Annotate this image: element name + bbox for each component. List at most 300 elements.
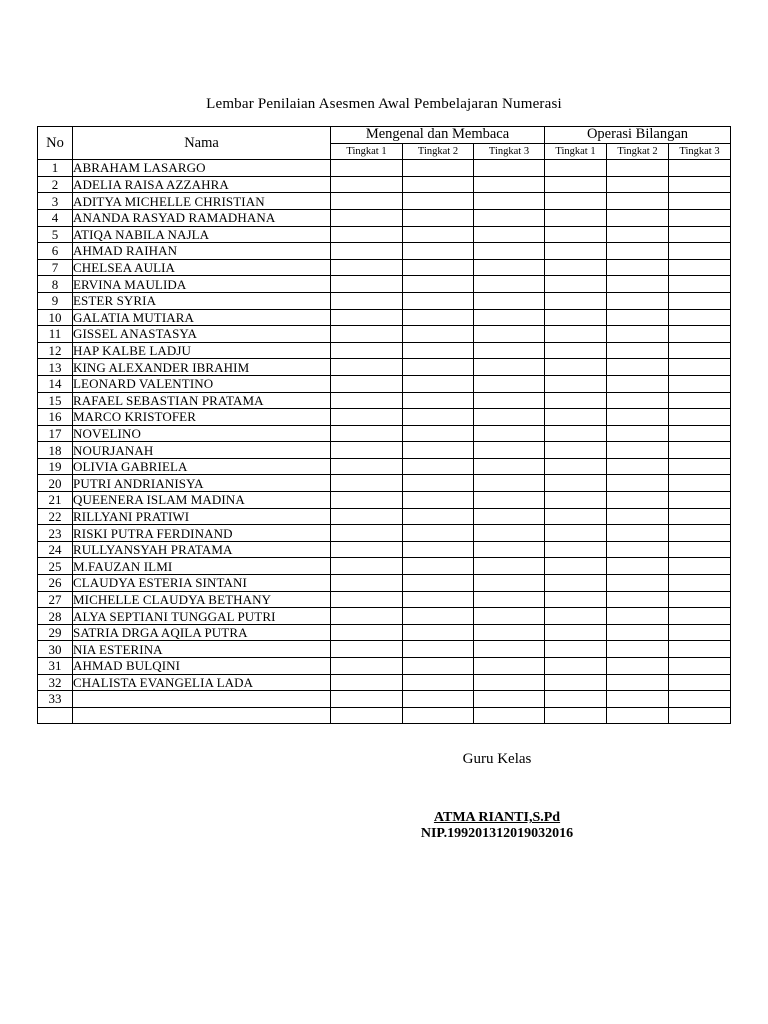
score-cell[interactable] (545, 409, 607, 426)
subheader-tingkat: Tingkat 2 (403, 143, 474, 160)
student-name: CHELSEA AULIA (73, 259, 331, 276)
score-cell[interactable] (403, 575, 474, 592)
table-row (38, 624, 731, 641)
score-cell[interactable] (403, 624, 474, 641)
score-cell[interactable] (474, 674, 545, 691)
score-cell[interactable] (474, 442, 545, 459)
score-cell[interactable] (331, 359, 403, 376)
score-cell[interactable] (403, 359, 474, 376)
score-cell[interactable] (607, 525, 669, 542)
row-number: 19 (38, 458, 73, 475)
score-cell[interactable] (669, 658, 731, 675)
score-cell[interactable] (403, 392, 474, 409)
score-cell[interactable] (331, 342, 403, 359)
score-cell[interactable] (545, 209, 607, 226)
score-cell[interactable] (545, 425, 607, 442)
score-cell[interactable] (669, 691, 731, 708)
student-name: NOVELINO (73, 425, 331, 442)
score-cell[interactable] (403, 475, 474, 492)
row-number: 28 (38, 608, 73, 625)
student-name: PUTRI ANDRIANISYA (73, 475, 331, 492)
row-number: 1 (38, 160, 73, 177)
score-cell[interactable] (607, 674, 669, 691)
student-name: RISKI PUTRA FERDINAND (73, 525, 331, 542)
table-row (38, 492, 731, 509)
score-cell[interactable] (403, 541, 474, 558)
score-cell[interactable] (669, 624, 731, 641)
row-number: 29 (38, 624, 73, 641)
student-name: RILLYANI PRATIWI (73, 508, 331, 525)
score-cell[interactable] (545, 525, 607, 542)
score-cell[interactable] (545, 608, 607, 625)
row-number: 17 (38, 425, 73, 442)
student-name (73, 707, 331, 724)
table-row (38, 193, 731, 210)
row-number: 6 (38, 243, 73, 260)
score-cell[interactable] (331, 442, 403, 459)
student-name: HAP KALBE LADJU (73, 342, 331, 359)
score-cell[interactable] (545, 442, 607, 459)
score-cell[interactable] (669, 259, 731, 276)
score-cell[interactable] (545, 176, 607, 193)
score-cell[interactable] (403, 226, 474, 243)
table-row (38, 442, 731, 459)
score-cell[interactable] (474, 558, 545, 575)
score-cell[interactable] (474, 591, 545, 608)
score-cell[interactable] (403, 425, 474, 442)
score-cell[interactable] (403, 658, 474, 675)
table-row (38, 342, 731, 359)
student-rows (38, 160, 731, 724)
score-cell[interactable] (474, 292, 545, 309)
row-number: 31 (38, 658, 73, 675)
score-cell[interactable] (474, 375, 545, 392)
score-cell[interactable] (669, 226, 731, 243)
score-cell[interactable] (607, 641, 669, 658)
score-cell[interactable] (403, 243, 474, 260)
score-cell[interactable] (474, 508, 545, 525)
score-cell[interactable] (545, 392, 607, 409)
score-cell[interactable] (403, 691, 474, 708)
student-name: RAFAEL SEBASTIAN PRATAMA (73, 392, 331, 409)
score-cell[interactable] (474, 243, 545, 260)
score-cell[interactable] (331, 575, 403, 592)
score-cell[interactable] (545, 691, 607, 708)
score-cell[interactable] (607, 209, 669, 226)
table-row (38, 558, 731, 575)
score-cell[interactable] (474, 691, 545, 708)
score-cell[interactable] (403, 375, 474, 392)
score-cell[interactable] (403, 342, 474, 359)
score-cell[interactable] (607, 575, 669, 592)
row-number: 26 (38, 575, 73, 592)
score-cell[interactable] (545, 375, 607, 392)
row-number: 8 (38, 276, 73, 293)
score-cell[interactable] (607, 359, 669, 376)
score-cell[interactable] (669, 442, 731, 459)
score-cell[interactable] (607, 508, 669, 525)
score-cell[interactable] (669, 342, 731, 359)
score-cell[interactable] (669, 209, 731, 226)
score-cell[interactable] (545, 541, 607, 558)
score-cell[interactable] (331, 409, 403, 426)
student-name: AHMAD RAIHAN (73, 243, 331, 260)
score-cell[interactable] (331, 674, 403, 691)
score-cell[interactable] (669, 160, 731, 177)
score-cell[interactable] (331, 541, 403, 558)
student-name: MARCO KRISTOFER (73, 409, 331, 426)
score-cell[interactable] (669, 591, 731, 608)
table-row (38, 707, 731, 724)
score-cell[interactable] (331, 707, 403, 724)
score-cell[interactable] (403, 193, 474, 210)
score-cell[interactable] (331, 475, 403, 492)
score-cell[interactable] (403, 176, 474, 193)
score-cell[interactable] (545, 624, 607, 641)
score-cell[interactable] (474, 226, 545, 243)
score-cell[interactable] (669, 525, 731, 542)
score-cell[interactable] (331, 641, 403, 658)
score-cell[interactable] (331, 292, 403, 309)
table-row (38, 160, 731, 177)
score-cell[interactable] (331, 691, 403, 708)
score-cell[interactable] (474, 575, 545, 592)
score-cell[interactable] (607, 541, 669, 558)
row-number: 27 (38, 591, 73, 608)
score-cell[interactable] (669, 541, 731, 558)
score-cell[interactable] (331, 259, 403, 276)
score-cell[interactable] (403, 458, 474, 475)
score-cell[interactable] (331, 160, 403, 177)
score-cell[interactable] (545, 641, 607, 658)
student-name: ADELIA RAISA AZZAHRA (73, 176, 331, 193)
score-cell[interactable] (669, 193, 731, 210)
score-cell[interactable] (545, 575, 607, 592)
row-number: 5 (38, 226, 73, 243)
score-cell[interactable] (669, 359, 731, 376)
subheader-tingkat: Tingkat 3 (474, 143, 545, 160)
score-cell[interactable] (331, 392, 403, 409)
header-operasi-bilangan: Operasi Bilangan (545, 127, 731, 144)
row-number: 12 (38, 342, 73, 359)
score-cell[interactable] (545, 707, 607, 724)
score-cell[interactable] (331, 558, 403, 575)
score-cell[interactable] (607, 259, 669, 276)
score-cell[interactable] (669, 276, 731, 293)
score-cell[interactable] (403, 525, 474, 542)
row-number: 13 (38, 359, 73, 376)
header-mengenal-membaca: Mengenal dan Membaca (331, 127, 545, 144)
table-row (38, 674, 731, 691)
score-cell[interactable] (403, 292, 474, 309)
score-cell[interactable] (331, 176, 403, 193)
student-name: QUEENERA ISLAM MADINA (73, 492, 331, 509)
row-number: 33 (38, 691, 73, 708)
score-cell[interactable] (331, 326, 403, 343)
score-cell[interactable] (607, 342, 669, 359)
score-cell[interactable] (403, 674, 474, 691)
score-cell[interactable] (607, 425, 669, 442)
table-row (38, 176, 731, 193)
score-cell[interactable] (331, 226, 403, 243)
row-number: 20 (38, 475, 73, 492)
table-row (38, 525, 731, 542)
score-cell[interactable] (403, 492, 474, 509)
score-cell[interactable] (474, 259, 545, 276)
score-cell[interactable] (669, 309, 731, 326)
score-cell[interactable] (545, 492, 607, 509)
row-number: 7 (38, 259, 73, 276)
score-cell[interactable] (331, 243, 403, 260)
student-name: ERVINA MAULIDA (73, 276, 331, 293)
row-number: 22 (38, 508, 73, 525)
score-cell[interactable] (669, 292, 731, 309)
table-row (38, 691, 731, 708)
score-cell[interactable] (545, 160, 607, 177)
score-cell[interactable] (403, 209, 474, 226)
score-cell[interactable] (545, 243, 607, 260)
table-row (38, 309, 731, 326)
table-row (38, 608, 731, 625)
score-cell[interactable] (607, 492, 669, 509)
score-cell[interactable] (607, 375, 669, 392)
score-cell[interactable] (607, 226, 669, 243)
score-cell[interactable] (607, 608, 669, 625)
row-number: 9 (38, 292, 73, 309)
score-cell[interactable] (474, 326, 545, 343)
student-name: CLAUDYA ESTERIA SINTANI (73, 575, 331, 592)
score-cell[interactable] (607, 458, 669, 475)
score-cell[interactable] (607, 442, 669, 459)
table-row (38, 641, 731, 658)
score-cell[interactable] (545, 658, 607, 675)
score-cell[interactable] (607, 691, 669, 708)
score-cell[interactable] (545, 342, 607, 359)
score-cell[interactable] (669, 575, 731, 592)
score-cell[interactable] (331, 508, 403, 525)
score-cell[interactable] (403, 326, 474, 343)
score-cell[interactable] (474, 475, 545, 492)
row-number: 14 (38, 375, 73, 392)
score-cell[interactable] (331, 193, 403, 210)
student-name: LEONARD VALENTINO (73, 375, 331, 392)
score-cell[interactable] (545, 193, 607, 210)
student-name: RULLYANSYAH PRATAMA (73, 541, 331, 558)
table-row (38, 292, 731, 309)
score-cell[interactable] (545, 591, 607, 608)
score-cell[interactable] (607, 658, 669, 675)
score-cell[interactable] (607, 309, 669, 326)
score-cell[interactable] (331, 209, 403, 226)
signature-nip: NIP.199201312019032016 (420, 826, 574, 841)
score-cell[interactable] (474, 624, 545, 641)
score-cell[interactable] (607, 292, 669, 309)
row-number: 3 (38, 193, 73, 210)
subheader-tingkat: Tingkat 3 (669, 143, 731, 160)
table-row (38, 259, 731, 276)
score-cell[interactable] (474, 492, 545, 509)
score-cell[interactable] (669, 475, 731, 492)
score-cell[interactable] (607, 276, 669, 293)
score-cell[interactable] (545, 292, 607, 309)
score-cell[interactable] (669, 508, 731, 525)
row-number: 15 (38, 392, 73, 409)
score-cell[interactable] (607, 243, 669, 260)
score-cell[interactable] (669, 392, 731, 409)
score-cell[interactable] (545, 558, 607, 575)
score-cell[interactable] (403, 608, 474, 625)
score-cell[interactable] (545, 508, 607, 525)
score-cell[interactable] (474, 193, 545, 210)
score-cell[interactable] (669, 707, 731, 724)
score-cell[interactable] (474, 160, 545, 177)
score-cell[interactable] (545, 674, 607, 691)
student-name: SATRIA DRGA AQILA PUTRA (73, 624, 331, 641)
score-cell[interactable] (669, 326, 731, 343)
score-cell[interactable] (607, 326, 669, 343)
score-cell[interactable] (403, 442, 474, 459)
table-row (38, 359, 731, 376)
row-number: 23 (38, 525, 73, 542)
score-cell[interactable] (403, 309, 474, 326)
row-number: 30 (38, 641, 73, 658)
score-cell[interactable] (474, 392, 545, 409)
score-cell[interactable] (474, 176, 545, 193)
score-cell[interactable] (607, 409, 669, 426)
score-cell[interactable] (474, 209, 545, 226)
score-cell[interactable] (607, 475, 669, 492)
score-cell[interactable] (331, 658, 403, 675)
score-cell[interactable] (474, 309, 545, 326)
score-cell[interactable] (545, 458, 607, 475)
score-cell[interactable] (545, 326, 607, 343)
row-number: 24 (38, 541, 73, 558)
score-cell[interactable] (669, 176, 731, 193)
score-cell[interactable] (669, 492, 731, 509)
score-cell[interactable] (474, 359, 545, 376)
table-row (38, 575, 731, 592)
score-cell[interactable] (474, 458, 545, 475)
student-name: M.FAUZAN ILMI (73, 558, 331, 575)
row-number: 11 (38, 326, 73, 343)
score-cell[interactable] (607, 392, 669, 409)
score-cell[interactable] (669, 641, 731, 658)
row-number: 32 (38, 674, 73, 691)
student-name: ANANDA RASYAD RAMADHANA (73, 209, 331, 226)
row-number (38, 707, 73, 724)
signature-name: ATMA RIANTI,S.Pd (433, 810, 561, 825)
score-cell[interactable] (545, 309, 607, 326)
score-cell[interactable] (669, 674, 731, 691)
score-cell[interactable] (669, 243, 731, 260)
score-cell[interactable] (403, 508, 474, 525)
score-cell[interactable] (545, 259, 607, 276)
score-cell[interactable] (474, 658, 545, 675)
score-cell[interactable] (331, 608, 403, 625)
table-row (38, 475, 731, 492)
table-row (38, 375, 731, 392)
student-name: ATIQA NABILA NAJLA (73, 226, 331, 243)
score-cell[interactable] (331, 458, 403, 475)
subheader-tingkat: Tingkat 2 (607, 143, 669, 160)
score-cell[interactable] (474, 409, 545, 426)
score-cell[interactable] (403, 707, 474, 724)
score-cell[interactable] (474, 541, 545, 558)
assessment-table (37, 126, 731, 724)
score-cell[interactable] (403, 259, 474, 276)
score-cell[interactable] (669, 409, 731, 426)
score-cell[interactable] (669, 558, 731, 575)
score-cell[interactable] (607, 558, 669, 575)
score-cell[interactable] (474, 641, 545, 658)
row-number: 16 (38, 409, 73, 426)
score-cell[interactable] (607, 591, 669, 608)
score-cell[interactable] (474, 276, 545, 293)
score-cell[interactable] (669, 425, 731, 442)
score-cell[interactable] (474, 342, 545, 359)
score-cell[interactable] (331, 276, 403, 293)
row-number: 18 (38, 442, 73, 459)
header-row (38, 127, 731, 144)
score-cell[interactable] (403, 409, 474, 426)
table-row (38, 591, 731, 608)
score-cell[interactable] (607, 193, 669, 210)
table-row (38, 425, 731, 442)
table-row (38, 276, 731, 293)
student-name: ADITYA MICHELLE CHRISTIAN (73, 193, 331, 210)
score-cell[interactable] (669, 458, 731, 475)
row-number: 2 (38, 176, 73, 193)
score-cell[interactable] (403, 641, 474, 658)
score-cell[interactable] (331, 309, 403, 326)
score-cell[interactable] (331, 624, 403, 641)
table-row (38, 209, 731, 226)
score-cell[interactable] (474, 525, 545, 542)
score-cell[interactable] (403, 276, 474, 293)
row-number: 10 (38, 309, 73, 326)
score-cell[interactable] (474, 608, 545, 625)
score-cell[interactable] (607, 624, 669, 641)
score-cell[interactable] (607, 707, 669, 724)
score-cell[interactable] (545, 359, 607, 376)
score-cell[interactable] (545, 276, 607, 293)
header-no: No (38, 127, 73, 160)
score-cell[interactable] (474, 425, 545, 442)
score-cell[interactable] (545, 226, 607, 243)
score-cell[interactable] (403, 591, 474, 608)
score-cell[interactable] (331, 591, 403, 608)
student-name: OLIVIA GABRIELA (73, 458, 331, 475)
score-cell[interactable] (403, 558, 474, 575)
score-cell[interactable] (669, 608, 731, 625)
score-cell[interactable] (474, 707, 545, 724)
score-cell[interactable] (669, 375, 731, 392)
student-name: CHALISTA EVANGELIA LADA (73, 674, 331, 691)
student-name: GALATIA MUTIARA (73, 309, 331, 326)
table-row (38, 409, 731, 426)
score-cell[interactable] (331, 375, 403, 392)
score-cell[interactable] (545, 475, 607, 492)
score-cell[interactable] (403, 160, 474, 177)
student-name: KING ALEXANDER IBRAHIM (73, 359, 331, 376)
score-cell[interactable] (331, 525, 403, 542)
score-cell[interactable] (607, 160, 669, 177)
student-name: GISSEL ANASTASYA (73, 326, 331, 343)
score-cell[interactable] (607, 176, 669, 193)
student-name: ESTER SYRIA (73, 292, 331, 309)
score-cell[interactable] (331, 492, 403, 509)
score-cell[interactable] (331, 425, 403, 442)
